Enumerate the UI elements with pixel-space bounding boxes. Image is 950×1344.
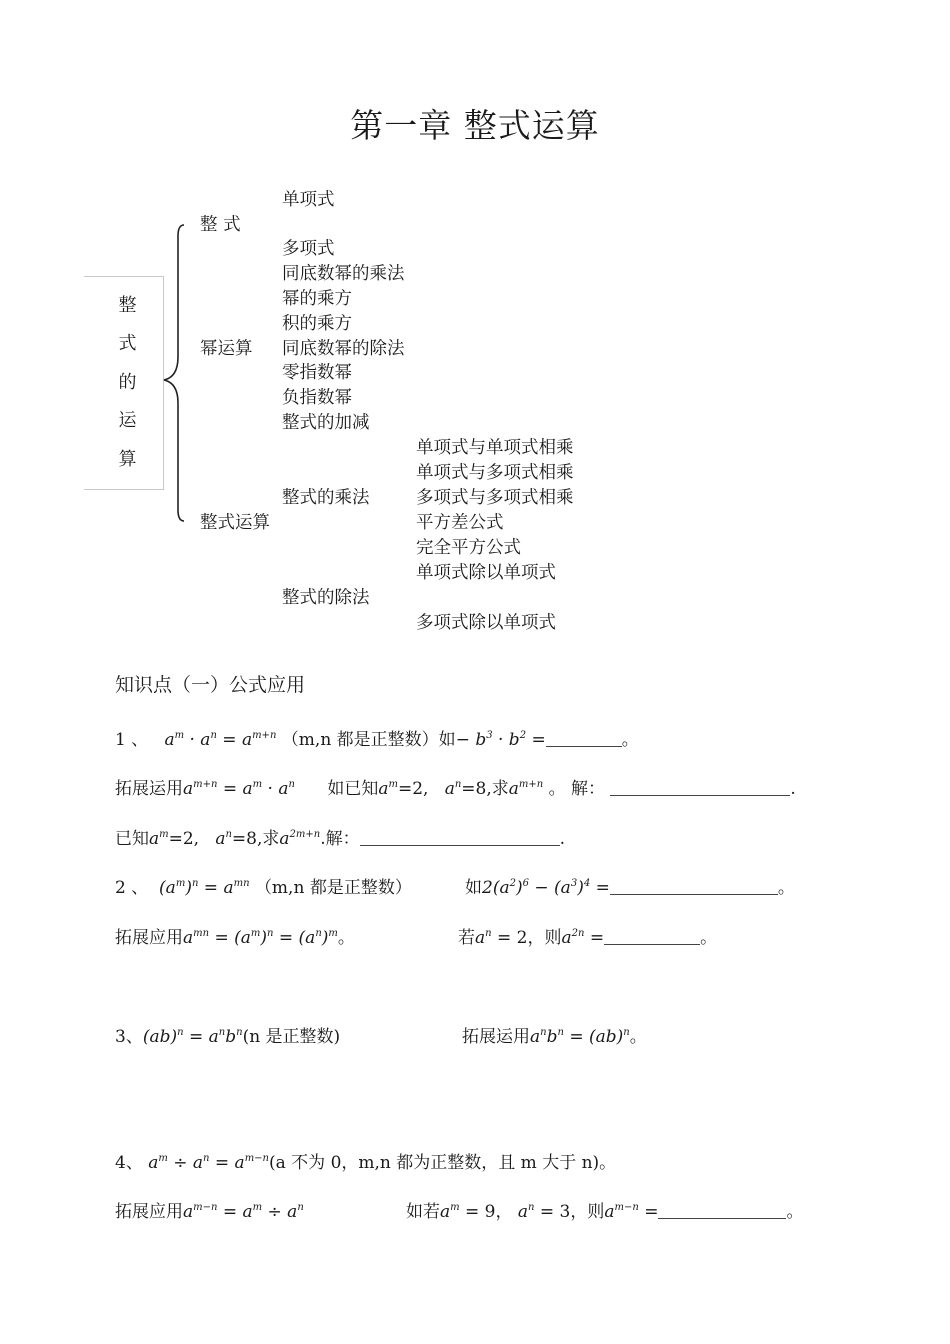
tree-root-char: 式 (118, 333, 137, 354)
item-number: 1 、 (115, 730, 149, 750)
tree-node-zhengshi: 整 式 (200, 215, 241, 235)
solve-label: 。 解： (548, 779, 606, 799)
tree-root-char: 算 (118, 449, 137, 470)
formula-line-4 (115, 1148, 616, 1174)
then-label: ，则 (527, 928, 562, 948)
formula-note: (a 不为 0，m,n 都为正整数，且 m 大于 n)。 (269, 1153, 617, 1173)
extension-label: 拓展应用 (115, 1202, 183, 1222)
known-label: 如已知 (327, 779, 379, 799)
known-value: =8,求 (231, 829, 280, 849)
extension-label: 拓展运用 (115, 779, 183, 799)
condition-line-4: 如若$a^m = 9$， $a^n = 3$，则$a^{m-n}$ = 。 (406, 1202, 804, 1222)
formula: $a^{mn} = (a^m)^n = (a^n)^m$ (183, 928, 338, 948)
extension-label: 拓展应用 (115, 928, 183, 948)
tree-node: 多项式 (282, 239, 335, 259)
then-label: ，则 (570, 1202, 605, 1222)
known-value: =2, (398, 779, 429, 799)
item-number: 3、 (115, 1027, 143, 1047)
example-label: 如 (465, 878, 482, 898)
tree-node: 单项式 (282, 190, 335, 210)
tree-node: 零指数幂 (282, 363, 352, 383)
formula-line-2 (115, 873, 412, 899)
tree-node: 积的乘方 (282, 314, 352, 334)
condition-label: 如若 (406, 1202, 440, 1222)
known-label: 已知 (115, 829, 149, 849)
tree-node: 整式的乘法 (282, 488, 370, 508)
condition-line-2: 若$a^n = 2$，则$a^{2n}$ = 。 (458, 928, 718, 948)
tree-root-char: 的 (118, 372, 137, 393)
tree-node: 整式的加减 (282, 413, 370, 433)
formula: $a^{m-n} = a^m \div a^n$ (183, 1202, 304, 1222)
extension-line-3: 拓展运用$a^nb^n = (ab)^n$。 (462, 1027, 647, 1047)
known-line-2: 已知$a^m=2$, $a^n=8$,求$a^{2m+n}$.解： . (115, 829, 565, 849)
known-value: =2, (168, 829, 200, 849)
tree-node: 平方差公式 (416, 513, 504, 533)
answer-blank[interactable] (658, 1202, 786, 1219)
formula: $(a^m)^n = a^{mn}$ (159, 878, 250, 898)
formula: $(ab)^n = a^nb^n$ (142, 1027, 243, 1047)
section-heading: 知识点（一）公式应用 (115, 674, 306, 696)
tree-node-zhengshiyunsuan: 整式运算 (200, 513, 270, 533)
formula-example: − $b^3 \cdot b^2$ = (455, 730, 546, 750)
formula-note: (n 是正整数) (242, 1027, 341, 1047)
formula: $a^m \div a^n = a^{m-n}$ (148, 1153, 269, 1173)
tree-node: 多项式与多项式相乘 (416, 488, 574, 508)
item-number: 4、 (115, 1153, 143, 1173)
tree-node: 单项式与多项式相乘 (416, 463, 574, 483)
tree-node: 整式的除法 (282, 588, 370, 608)
tree-node: 幂的乘方 (282, 289, 352, 309)
formula-line-3 (115, 1022, 340, 1048)
tree-node: 同底数幂的乘法 (282, 264, 405, 284)
answer-blank[interactable] (610, 779, 790, 796)
answer-blank[interactable] (610, 878, 778, 895)
formula: $a^nb^n = (ab)^n$ (530, 1027, 630, 1047)
extension-label: 拓展运用 (462, 1027, 530, 1047)
item-number: 2 、 (115, 878, 149, 898)
extension-line-2: 拓展应用$a^{mn} = (a^m)^n = (a^n)^m$。 (115, 928, 355, 948)
tree-root-char: 整 (118, 295, 137, 316)
tree-root-char: 运 (118, 410, 137, 431)
tree-brace (158, 222, 188, 524)
condition-label: 若 (458, 928, 475, 948)
formula: $a^m \cdot a^n = a^{m+n}$ (164, 730, 277, 750)
known-value: =8,求 (461, 779, 509, 799)
tree-node: 单项式除以单项式 (416, 563, 556, 583)
extension-line-1: 拓展运用$a^{m+n} = a^m \cdot a^n$ 如已知$a^m=2$, $a^n=8$,求$a^{m+n}$ 。 解： . (115, 779, 796, 799)
answer-blank[interactable] (604, 928, 700, 945)
formula: $a^{m+n} = a^m \cdot a^n$ (183, 779, 295, 799)
solve-label: .解： (320, 829, 360, 849)
tree-node: 负指数幂 (282, 388, 352, 408)
tree-node: 单项式与单项式相乘 (416, 438, 574, 458)
formula-example: $2(a^2)^6 - (a^3)^4$ = (482, 878, 610, 898)
tree-node-miyunsuan: 幂运算 (200, 339, 253, 359)
extension-line-4 (115, 1197, 304, 1223)
answer-blank[interactable] (546, 730, 622, 747)
example-line-2: 如$2(a^2)^6 - (a^3)^4$ = 。 (465, 878, 795, 898)
tree-node: 完全平方公式 (416, 538, 521, 558)
chapter-title: 第一章 整式运算 (350, 106, 600, 145)
formula-note: （m,n 都是正整数）如 (281, 730, 456, 750)
tree-node: 同底数幂的除法 (282, 339, 405, 359)
formula-line-1: 1 、 $a^m \cdot a^n = a^{m+n}$ （m,n 都是正整数）如− $b^3 \cdot b^2$ = 。 (115, 730, 639, 750)
tree-node: 多项式除以单项式 (416, 613, 556, 633)
answer-blank[interactable] (360, 829, 560, 846)
formula-note: （m,n 都是正整数） (254, 878, 412, 898)
